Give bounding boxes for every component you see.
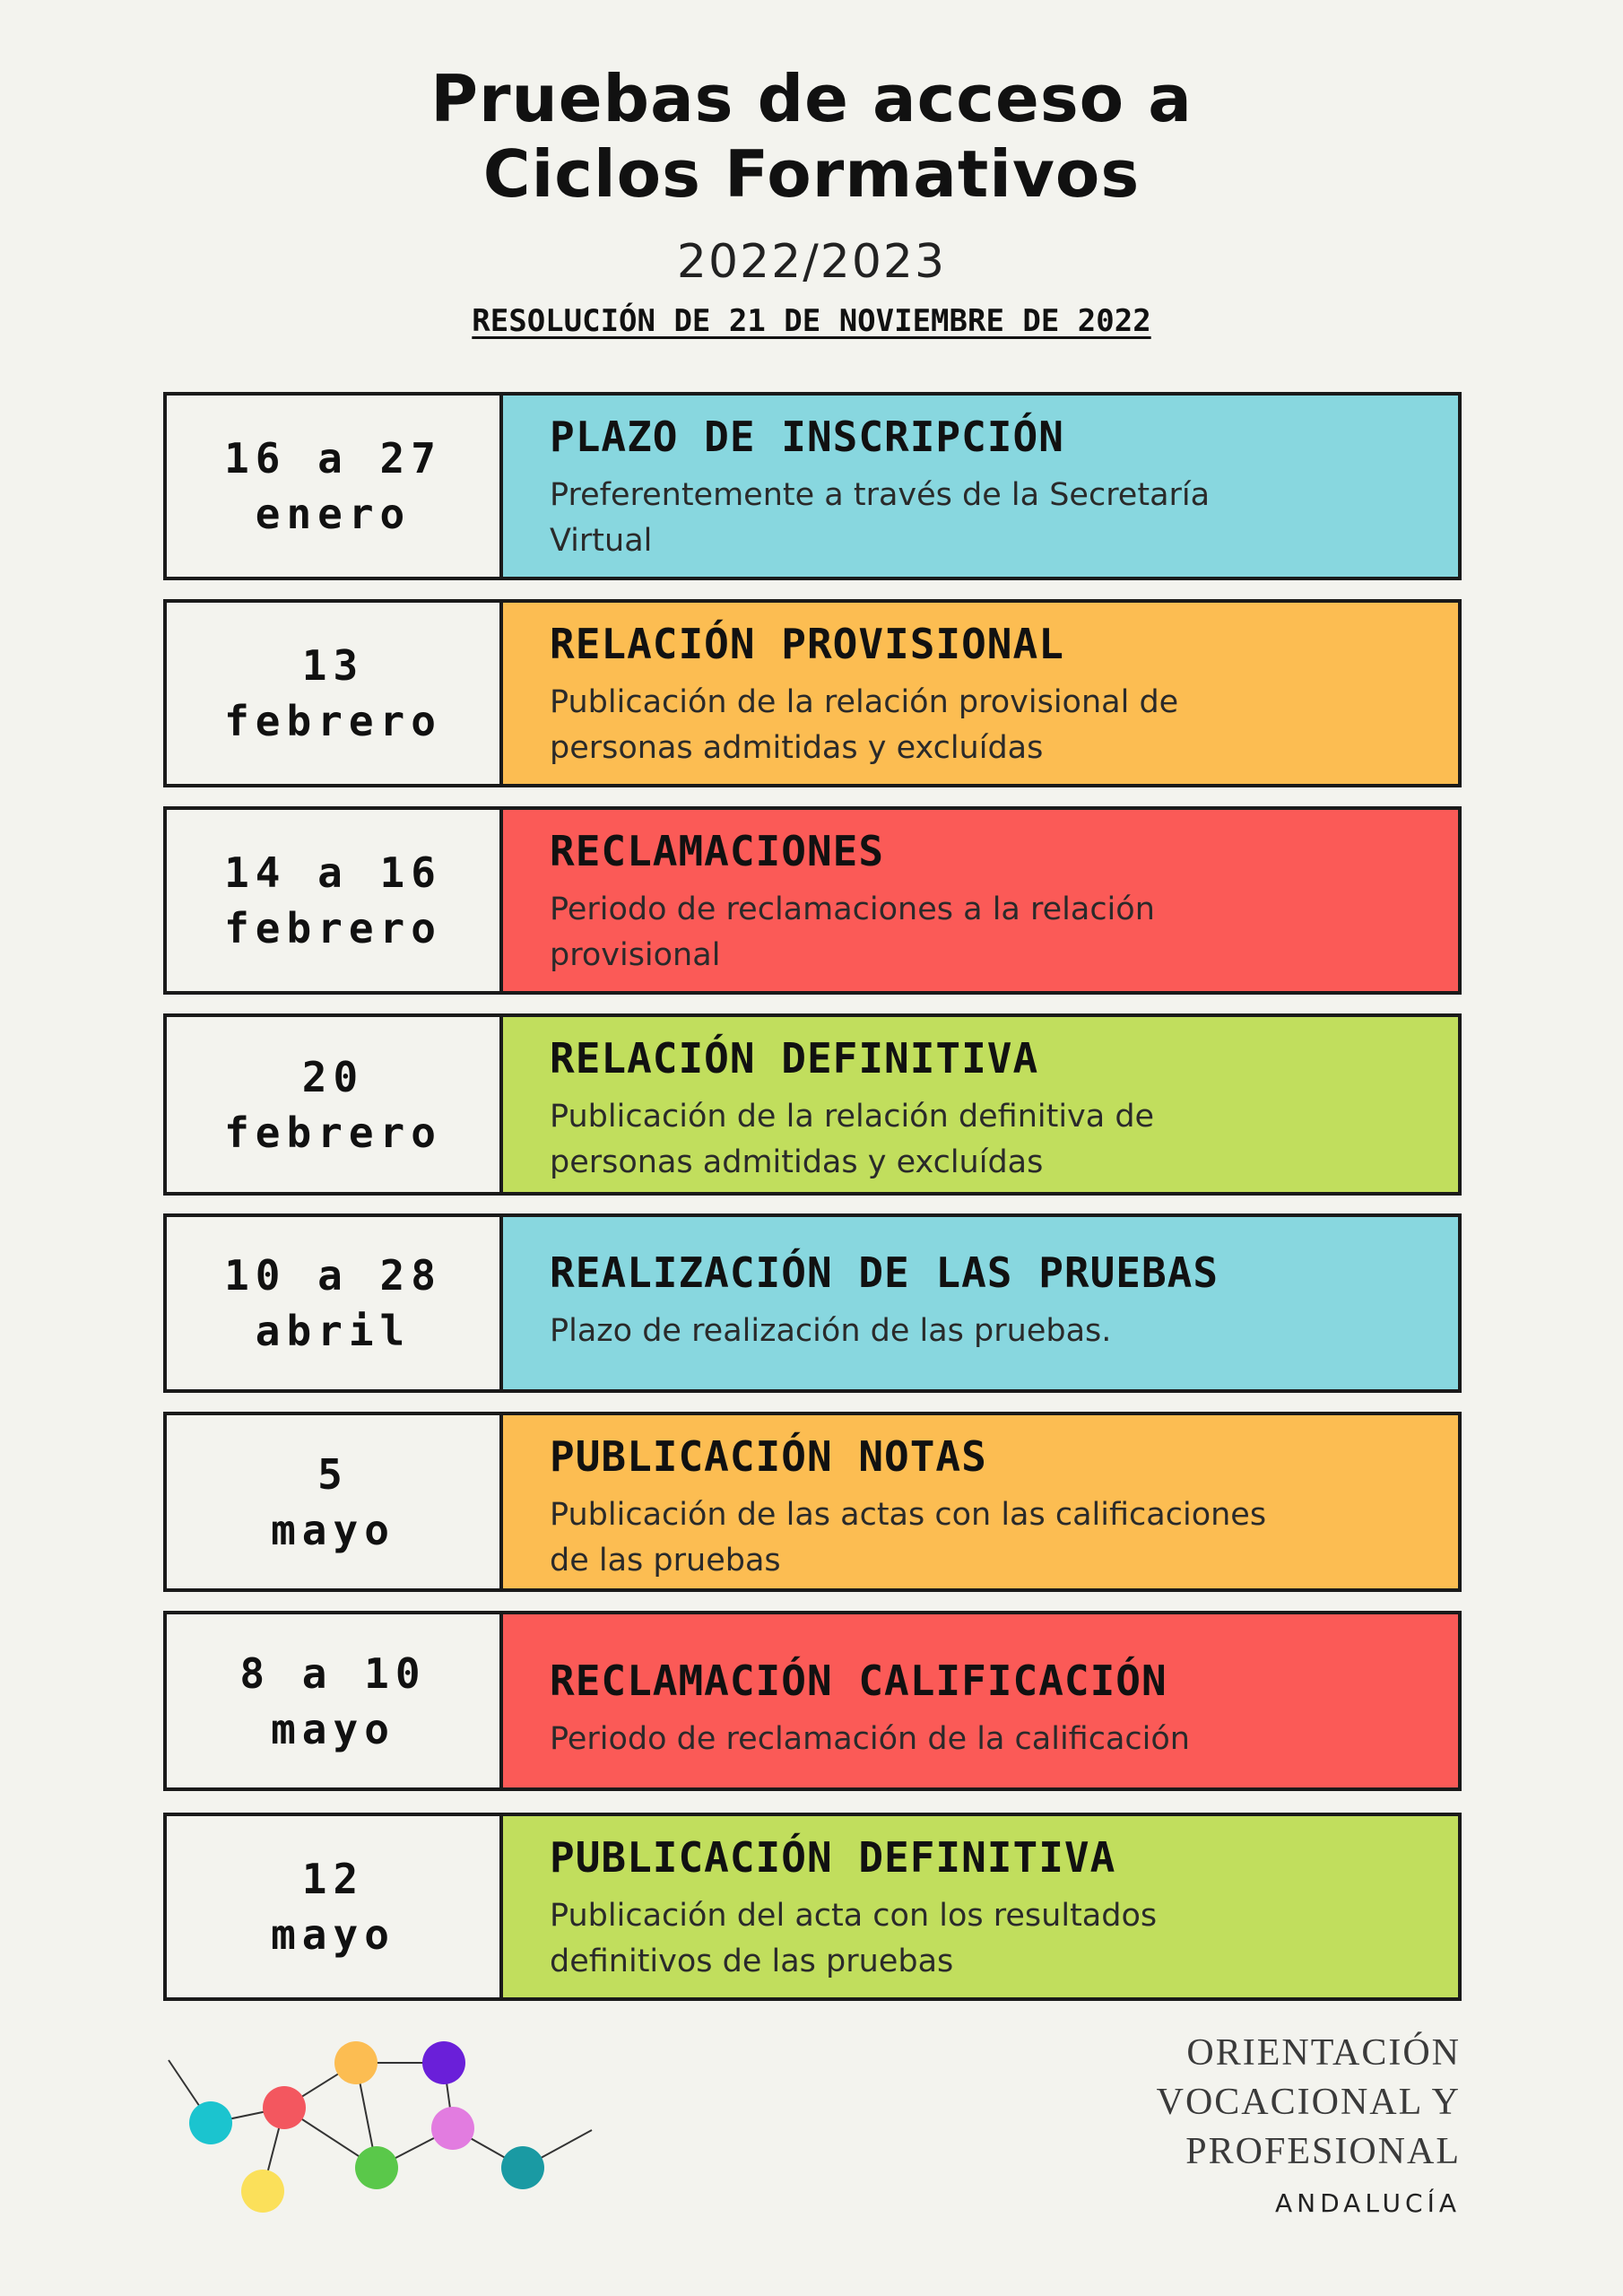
desc-line-1: Preferentemente a través de la Secretaría — [550, 477, 1211, 513]
row-description — [550, 473, 1413, 564]
date-month: febrero — [224, 697, 442, 745]
row-date — [167, 1217, 503, 1389]
brand-line-2: VOCACIONAL Y — [1156, 2082, 1461, 2123]
school-year: 2022/2023 — [676, 235, 947, 289]
date-days: 5 — [317, 1449, 349, 1499]
date-days: 8 a 10 — [239, 1648, 427, 1698]
row-heading: RELACIÓN DEFINITIVA — [550, 1034, 1039, 1083]
schedule-row-relacion-provisional — [163, 599, 1462, 787]
desc-line-2: provisional — [550, 937, 721, 973]
row-description — [550, 1094, 1413, 1186]
date-month: mayo — [271, 1910, 395, 1959]
date-days: 20 — [301, 1052, 365, 1101]
desc-line-2: de las pruebas — [550, 1543, 781, 1578]
desc-line-1: Publicación del acta con los resultados — [550, 1898, 1158, 1934]
row-date — [167, 1816, 503, 1997]
row-content — [503, 1816, 1458, 1997]
row-content — [503, 396, 1458, 577]
row-heading: RECLAMACIONES — [550, 827, 885, 875]
desc-line-1: Publicación de la relación provisional de — [550, 684, 1179, 720]
brand-line-1: ORIENTACIÓN — [1186, 2032, 1461, 2074]
brand-region: ANDALUCÍA — [1275, 2188, 1461, 2218]
desc-line-2: personas admitidas y excluídas — [550, 1144, 1044, 1180]
row-content — [503, 1217, 1458, 1389]
desc-line-1: Publicación de las actas con las calificaciones — [550, 1497, 1267, 1533]
schedule-row-reclamacion-calificacion — [163, 1611, 1462, 1791]
row-heading: PUBLICACIÓN DEFINITIVA — [550, 1833, 1116, 1882]
date-days: 12 — [301, 1855, 365, 1903]
row-date — [167, 1415, 503, 1588]
date-month: mayo — [271, 1505, 395, 1554]
row-content — [503, 603, 1458, 784]
row-description — [550, 1492, 1413, 1584]
date-days: 14 a 16 — [224, 848, 442, 897]
row-heading: RECLAMACIÓN CALIFICACIÓN — [550, 1657, 1167, 1705]
row-date — [167, 396, 503, 577]
title-line-2: Ciclos Formativos — [482, 136, 1141, 212]
row-date — [167, 1017, 503, 1192]
network-logo-icon — [161, 2022, 601, 2220]
desc-line-1: Plazo de realización de las pruebas. — [550, 1313, 1112, 1349]
date-month: febrero — [224, 904, 442, 952]
date-month: abril — [255, 1307, 412, 1355]
desc-line-1: Periodo de reclamaciones a la relación — [550, 891, 1155, 927]
schedule-row-publicacion-notas — [163, 1412, 1462, 1592]
schedule-row-inscripcion — [163, 392, 1462, 580]
row-description — [550, 1893, 1413, 1985]
row-heading: REALIZACIÓN DE LAS PRUEBAS — [550, 1248, 1219, 1297]
date-month: enero — [255, 490, 412, 538]
row-description — [550, 887, 1413, 978]
desc-line-2: Virtual — [550, 523, 653, 559]
row-date — [167, 1614, 503, 1787]
row-description — [550, 1717, 1413, 1762]
schedule-row-relacion-definitiva — [163, 1013, 1462, 1196]
desc-line-1: Periodo de reclamación de la calificación — [550, 1721, 1190, 1757]
row-date — [167, 603, 503, 784]
page-title — [0, 61, 1623, 212]
row-content — [503, 1614, 1458, 1787]
title-line-1: Pruebas de acceso a — [430, 61, 1193, 136]
resolution-reference: RESOLUCIÓN DE 21 DE NOVIEMBRE DE 2022 — [472, 303, 1151, 339]
desc-line-1: Publicación de la relación definitiva de — [550, 1099, 1155, 1135]
row-description — [550, 1309, 1413, 1354]
row-heading: PUBLICACIÓN NOTAS — [550, 1432, 987, 1481]
brand-name — [1157, 2029, 1461, 2177]
date-days: 10 a 28 — [224, 1251, 442, 1300]
desc-line-2: definitivos de las pruebas — [550, 1944, 954, 1979]
date-month: mayo — [271, 1704, 395, 1753]
row-description — [550, 680, 1413, 771]
desc-line-2: personas admitidas y excluídas — [550, 730, 1044, 766]
schedule-row-realizacion — [163, 1213, 1462, 1393]
date-days: 13 — [301, 641, 365, 690]
row-date — [167, 810, 503, 991]
schedule-row-reclamaciones — [163, 806, 1462, 995]
date-days: 16 a 27 — [224, 434, 442, 483]
row-content — [503, 810, 1458, 991]
schedule-row-publicacion-definitiva — [163, 1813, 1462, 2001]
row-heading: PLAZO DE INSCRIPCIÓN — [550, 413, 1064, 461]
row-content — [503, 1415, 1458, 1588]
row-heading: RELACIÓN PROVISIONAL — [550, 620, 1064, 668]
row-content — [503, 1017, 1458, 1192]
date-month: febrero — [224, 1108, 442, 1157]
brand-line-3: PROFESIONAL — [1185, 2131, 1461, 2172]
